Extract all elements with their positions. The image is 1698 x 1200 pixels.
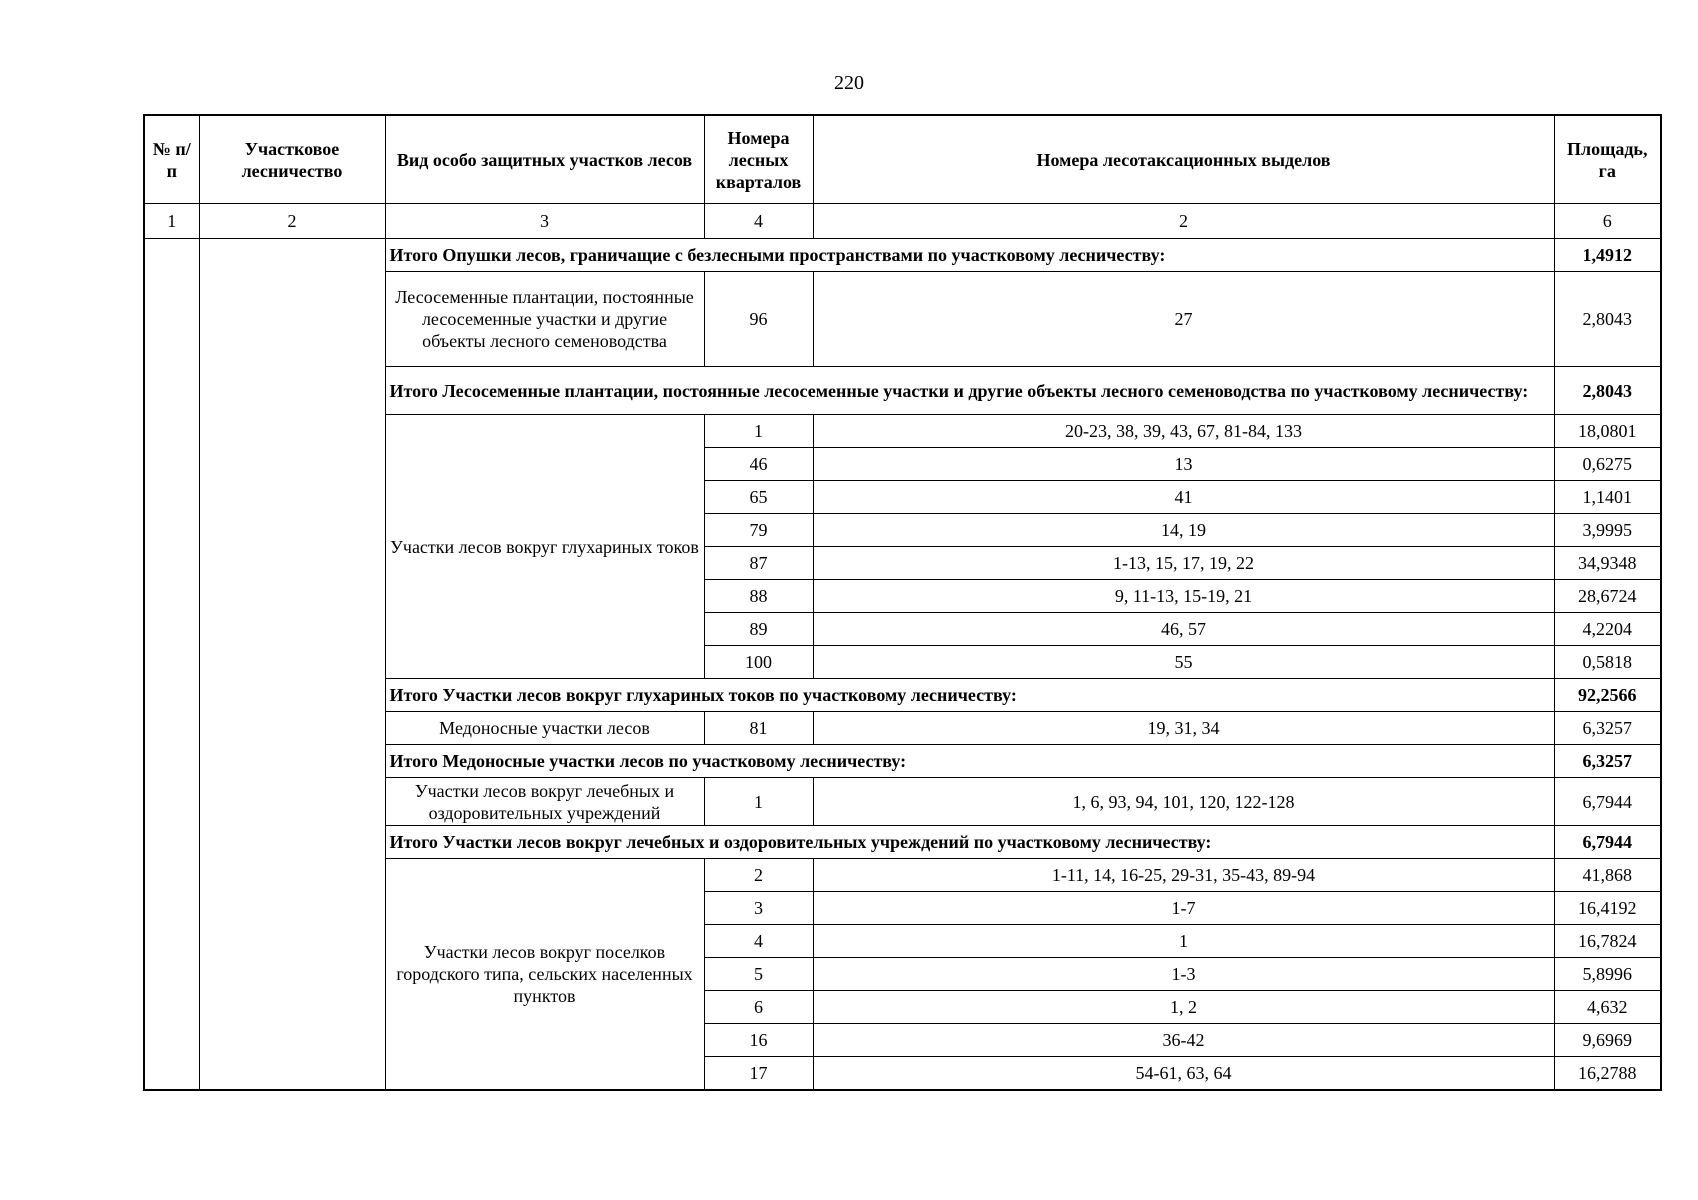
index-cell: 6 <box>1554 204 1661 239</box>
index-cell: 2 <box>199 204 385 239</box>
area-cell: 0,6275 <box>1554 448 1661 481</box>
quarter-cell: 81 <box>704 712 813 745</box>
total-label: Итого Опушки лесов, граничащие с безлесными пространствами по участковому лесничеству: <box>385 239 1554 272</box>
quarter-cell: 89 <box>704 613 813 646</box>
plots-cell: 1, 2 <box>813 991 1554 1024</box>
plots-cell: 1-11, 14, 16-25, 29-31, 35-43, 89-94 <box>813 859 1554 892</box>
total-value: 1,4912 <box>1554 239 1661 272</box>
plots-cell: 54-61, 63, 64 <box>813 1057 1554 1090</box>
type-cell: Участки лесов вокруг поселков городского типа, сельских населенных пунктов <box>385 859 704 1090</box>
quarter-cell: 65 <box>704 481 813 514</box>
total-value: 92,2566 <box>1554 679 1661 712</box>
header-row <box>144 115 1661 204</box>
index-cell: 4 <box>704 204 813 239</box>
header-area: Площадь, га <box>1554 115 1661 204</box>
quarter-cell: 6 <box>704 991 813 1024</box>
forest-plots-table <box>143 114 1662 1091</box>
quarter-cell: 3 <box>704 892 813 925</box>
type-cell: Медоносные участки лесов <box>385 712 704 745</box>
forestry-cell <box>199 239 385 1090</box>
plots-cell: 1, 6, 93, 94, 101, 120, 122-128 <box>813 778 1554 826</box>
plots-cell: 41 <box>813 481 1554 514</box>
plots-cell: 36-42 <box>813 1024 1554 1057</box>
quarter-cell: 96 <box>704 272 813 367</box>
area-cell: 34,9348 <box>1554 547 1661 580</box>
area-cell: 5,8996 <box>1554 958 1661 991</box>
plots-cell: 46, 57 <box>813 613 1554 646</box>
index-cell: 1 <box>144 204 199 239</box>
index-cell: 2 <box>813 204 1554 239</box>
area-cell: 6,7944 <box>1554 778 1661 826</box>
area-cell: 2,8043 <box>1554 272 1661 367</box>
quarter-cell: 2 <box>704 859 813 892</box>
quarter-cell: 5 <box>704 958 813 991</box>
plots-cell: 19, 31, 34 <box>813 712 1554 745</box>
type-cell: Лесосеменные плантации, постоянные лесосеменные участки и другие объекты лесного семеноводства <box>385 272 704 367</box>
area-cell: 4,632 <box>1554 991 1661 1024</box>
area-cell: 18,0801 <box>1554 415 1661 448</box>
quarter-cell: 1 <box>704 415 813 448</box>
area-cell: 4,2204 <box>1554 613 1661 646</box>
index-row <box>144 204 1661 239</box>
area-cell: 16,7824 <box>1554 925 1661 958</box>
total-value: 6,3257 <box>1554 745 1661 778</box>
area-cell: 0,5818 <box>1554 646 1661 679</box>
header-num: № п/п <box>144 115 199 204</box>
area-cell: 28,6724 <box>1554 580 1661 613</box>
total-value: 6,7944 <box>1554 826 1661 859</box>
quarter-cell: 46 <box>704 448 813 481</box>
plots-cell: 27 <box>813 272 1554 367</box>
area-cell: 9,6969 <box>1554 1024 1661 1057</box>
plots-cell: 1-7 <box>813 892 1554 925</box>
area-cell: 6,3257 <box>1554 712 1661 745</box>
type-cell: Участки лесов вокруг лечебных и оздоровительных учреждений <box>385 778 704 826</box>
quarter-cell: 79 <box>704 514 813 547</box>
quarter-cell: 87 <box>704 547 813 580</box>
plots-cell: 1-13, 15, 17, 19, 22 <box>813 547 1554 580</box>
plots-cell: 14, 19 <box>813 514 1554 547</box>
quarter-cell: 88 <box>704 580 813 613</box>
plots-cell: 1 <box>813 925 1554 958</box>
total-label: Итого Медоносные участки лесов по участковому лесничеству: <box>385 745 1554 778</box>
plots-cell: 55 <box>813 646 1554 679</box>
area-cell: 3,9995 <box>1554 514 1661 547</box>
quarter-cell: 17 <box>704 1057 813 1090</box>
plots-cell: 9, 11-13, 15-19, 21 <box>813 580 1554 613</box>
quarter-cell: 1 <box>704 778 813 826</box>
total-value: 2,8043 <box>1554 367 1661 415</box>
plots-cell: 20-23, 38, 39, 43, 67, 81-84, 133 <box>813 415 1554 448</box>
area-cell: 1,1401 <box>1554 481 1661 514</box>
index-cell: 3 <box>385 204 704 239</box>
quarter-cell: 16 <box>704 1024 813 1057</box>
total-label: Итого Лесосеменные плантации, постоянные лесосеменные участки и другие объекты лесного семеноводства по участковому лесничеству: <box>385 367 1554 415</box>
type-cell: Участки лесов вокруг глухариных токов <box>385 415 704 679</box>
total-label: Итого Участки лесов вокруг глухариных токов по участковому лесничеству: <box>385 679 1554 712</box>
area-cell: 16,4192 <box>1554 892 1661 925</box>
plots-cell: 1-3 <box>813 958 1554 991</box>
area-cell: 41,868 <box>1554 859 1661 892</box>
num-cell <box>144 239 199 1090</box>
area-cell: 16,2788 <box>1554 1057 1661 1090</box>
header-forestry: Участковое лесничество <box>199 115 385 204</box>
header-type: Вид особо защитных участков лесов <box>385 115 704 204</box>
quarter-cell: 100 <box>704 646 813 679</box>
page-number: 220 <box>834 72 864 94</box>
quarter-cell: 4 <box>704 925 813 958</box>
header-plots: Номера лесотаксационных выделов <box>813 115 1554 204</box>
plots-cell: 13 <box>813 448 1554 481</box>
header-quarters: Номера лесных кварталов <box>704 115 813 204</box>
total-label: Итого Участки лесов вокруг лечебных и оздоровительных учреждений по участковому лесничеству: <box>385 826 1554 859</box>
total-row-edges <box>144 239 1661 272</box>
